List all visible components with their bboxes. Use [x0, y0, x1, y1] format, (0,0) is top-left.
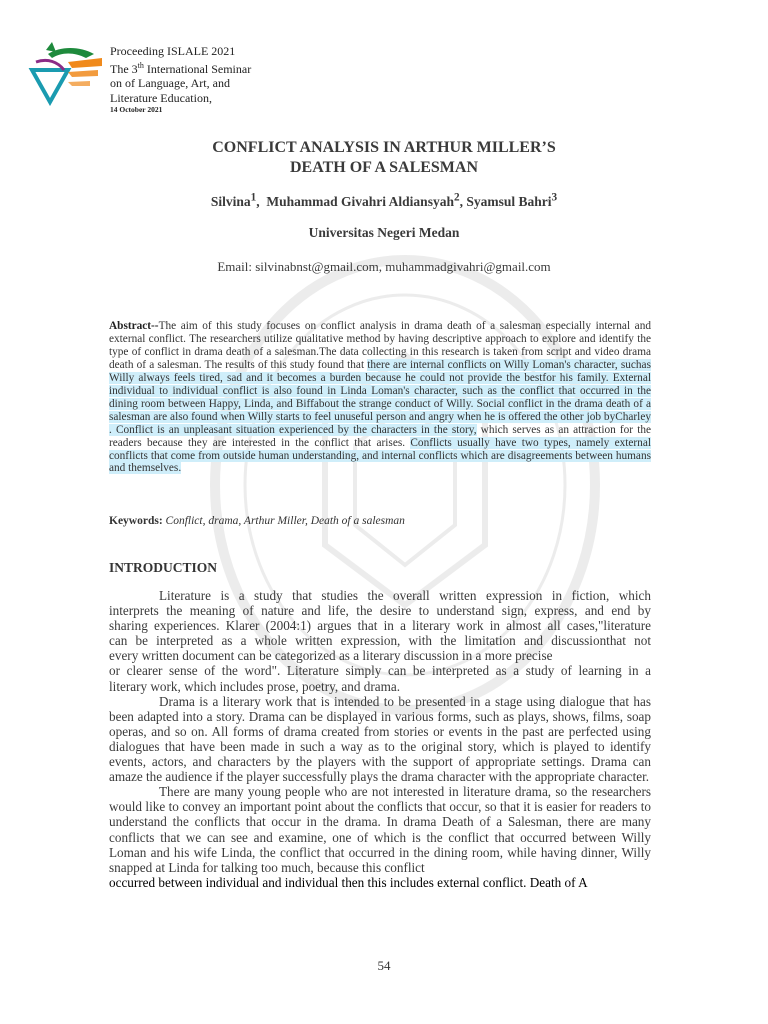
author-list [60, 191, 708, 210]
abstract-text-1: The aim of this study focuses on conflict analysis in drama death of a salesman especially internal and external conflict. The researchers utilize qualitative method by having descriptive approach to explore and identify the type of conflict in drama death of a salesman.The data collecting in this research is taken from script and video drama death of a salesman. The results of this study found that [109, 320, 651, 371]
author-2: Muhammad Givahri Aldiansyah$^2$, [266, 191, 467, 209]
intro-paragraph-3: There are many young people who are not interested in literature drama, so the researchers would like to convey an important point about the conflicts that occur, so that it is easier for readers to understand the conflicts that occur in the drama. In drama Death of a Salesman, there are many conflicts that we can see and examine, one of which is the conflict that occurred between Willy Loman and his wife Linda, the conflict that occurred in the dining room, while having dinner, Willy snapped at Linda for talking too much, because this conflict [109, 784, 651, 875]
author-1: Silvina$^1$, [210, 191, 267, 209]
intro-paragraph-1: Literature is a study that studies the overall written expression in fiction, which interprets the meaning of nature and life, the desire to understand sign, express, and end by sharing experiences. Klarer (2004:1) argues that in a literary work in almost all cases,"literature can be interpreted as a whole written expression, with the limitation and discussionthat not every written document can be categorized as a literary discussion in a more precise or clearer sense of the word". Literature simply can be interpreted as a study of learning in a literary work, which includes prose, poetry, and drama. [109, 588, 651, 694]
affiliation: Universitas Negeri Medan [308, 225, 460, 240]
abstract [109, 320, 651, 475]
abstract-highlight-2[interactable]: Conflicts usually have two types, namely external conflicts that come from outside human understanding, and internal conflicts which are disagreements between humans and themselves. [109, 436, 651, 475]
keywords-text: Conflict, drama, Arthur Miller, Death of a salesman [165, 515, 405, 527]
proceeding-info [110, 44, 251, 115]
intro-paragraph-3-continued: occurred between individual and individual then this includes external conflict. Death of A [109, 874, 588, 890]
keywords [109, 515, 651, 527]
abstract-label: Abstract-- [109, 320, 159, 332]
seminar-line-2: on of Language, Art, and [110, 76, 230, 90]
page-number: 54 [377, 958, 391, 973]
seminar-line-3: Literature Education, [110, 90, 212, 105]
intro-paragraph-2: Drama is a literary work that is intended to be presented in a stage using dialogue that has been adapted into a story. Drama can be displayed in various forms, such as plays, shows, films, soap operas, and so on. All forms of drama created from stories or events in the past are perfected using dialogues that have been made in such a way as to the original story, which is played to identify events, actors, and characters by the players with the support of appropriate settings. Drama can amaze the audience if the player successfully plays the drama character with the appropriate character. [109, 693, 651, 785]
section-heading-introduction: INTRODUCTION [109, 560, 218, 575]
seminar-line: The 3th International Seminar [110, 60, 252, 76]
proceeding-name: Proceeding ISLALE 2021 [110, 44, 236, 58]
introduction-body [109, 588, 651, 890]
paper-title: CONFLICT ANALYSIS IN ARTHUR MILLER’S DEATH OF A SALESMAN [212, 139, 556, 176]
author-emails: Email: silvinabnst@gmail.com, muhammadgivahri@gmail.com [217, 259, 551, 274]
abstract-text-2: which serves as an attraction for the readers because they are interested in the conflict that arises. [109, 423, 651, 449]
islale-logo-icon [28, 40, 106, 106]
keywords-label: Keywords: [109, 515, 163, 527]
abstract-highlight-1[interactable]: there are internal conflicts on Willy Loman's character, suchas Willy always feels tired, sad and it becomes a burden because he could not provide the bestfor his family. External individual to individual conflict is also found in Linda Loman's character, such as the conflict that occurred in the dining room between Happy, Linda, and Biffabout the strange conduct of Willy. Social conflict in the drama death of a salesman are also found when Willy starts to feel unuseful person and angry when he is offered the other job byCharley . Conflict is an unpleasant situation experienced by the characters in the story, [109, 358, 651, 436]
proceeding-date: 14 October 2021 [110, 105, 163, 114]
author-3: Syamsul Bahri$^3$ [466, 191, 558, 209]
proceeding-header [28, 40, 288, 120]
